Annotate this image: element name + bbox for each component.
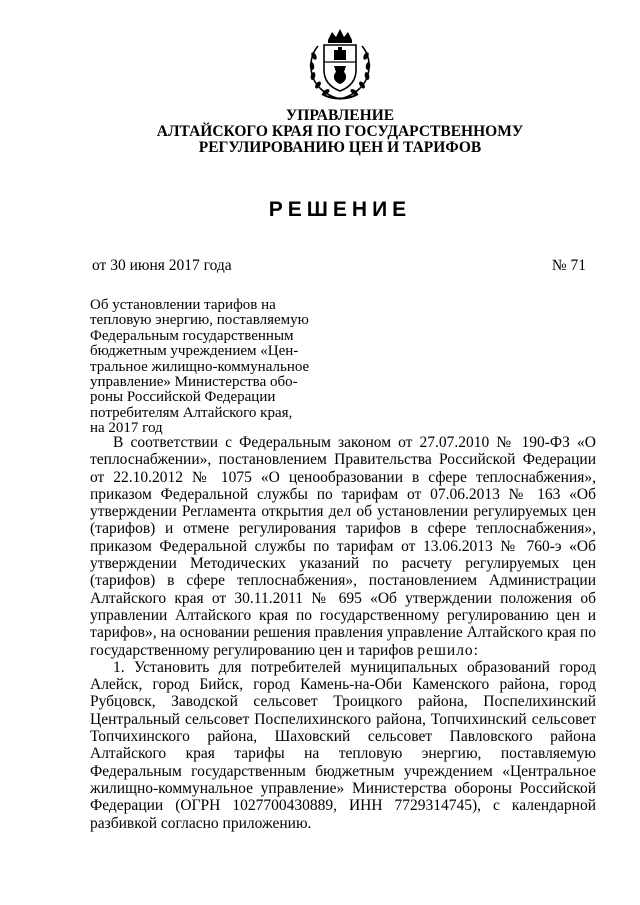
subject-line: тральное жилищно-коммунальное bbox=[90, 358, 310, 375]
subject-line: на 2017 год bbox=[90, 420, 163, 437]
subject-line: Об установлении тарифов на bbox=[90, 297, 276, 313]
subject-line: потребителям Алтайского края, bbox=[90, 404, 293, 421]
document-subject bbox=[90, 298, 315, 437]
subject-line: управление» Министерства обо- bbox=[90, 374, 298, 391]
issuing-authority bbox=[60, 108, 620, 156]
resolved-word: решило: bbox=[417, 641, 479, 659]
item-1-paragraph: 1. Установить для потребителей муниципальных образований город Алейск, город Бийск, город Камень-на-Оби Каменского района, город Рубцовск, Заводской сельсовет Троицкого района, Поспелихинский Центральный сельсовет Поспелихинского района, Топчихинский сельсовет Топчихинского района, Шаховский сельсовет Павловского района Алтайского края тарифы на тепловую энергию, поставляемую Федеральным государственным бюджетным учреждением «Центральное жилищно-коммунальное управление» Министерства обороны Российской Федерации (ОГРН 1027700430889, ИНН 7729314745), с календарной разбивкой согласно приложению. bbox=[90, 658, 596, 832]
document-number: № 71 bbox=[551, 257, 586, 274]
document-date: от 30 июня 2017 года bbox=[92, 257, 232, 274]
subject-line: бюджетным учреждением «Цен- bbox=[90, 343, 299, 360]
coat-of-arms-icon bbox=[304, 26, 376, 104]
authority-line: РЕГУЛИРОВАНИЮ ЦЕН И ТАРИФОВ bbox=[198, 139, 482, 156]
preamble-paragraph bbox=[90, 434, 596, 659]
subject-line: Федеральным государственным bbox=[90, 327, 294, 344]
subject-line: тепловую энергию, поставляемую bbox=[90, 312, 309, 329]
document-type-title: РЕШЕНИЕ bbox=[268, 198, 412, 221]
authority-line: АЛТАЙСКОГО КРАЯ ПО ГОСУДАРСТВЕННОМУ bbox=[156, 123, 524, 140]
preamble-text: В соответствии с Федеральным законом от 27.07.2010 № 190-ФЗ «О теплоснабжении», постановлением Правительства Российской Федерации от 22.10.2012 № 1075 «О ценообразовании в сфере теплоснабжения», приказом Федеральной службы по тарифам от 07.06.2013 № 163 «Об утверждении Регламента открытия дел об установлении регулируемых цен (тарифов) и отмене регулирования тарифов в сфере теплоснабжения», приказом Федеральной службы по тарифам от 13.06.2013 № 760-э «Об утверждении Методических указаний по расчету регулируемых цен (тарифов) в сфере теплоснабжения», постановлением Администрации Алтайского края от 30.11.2011 № 695 «Об утверждении положения об управлении Алтайского края по государственному регулированию цен и тарифов», на основании решения правления управление Алтайского края по государственному регулированию цен и тарифов bbox=[90, 434, 596, 659]
subject-line: роны Российской Федерации bbox=[90, 389, 276, 406]
coat-of-arms-icon-graphic bbox=[304, 26, 376, 104]
document-body bbox=[90, 434, 596, 832]
authority-line: УПРАВЛЕНИЕ bbox=[285, 107, 395, 124]
